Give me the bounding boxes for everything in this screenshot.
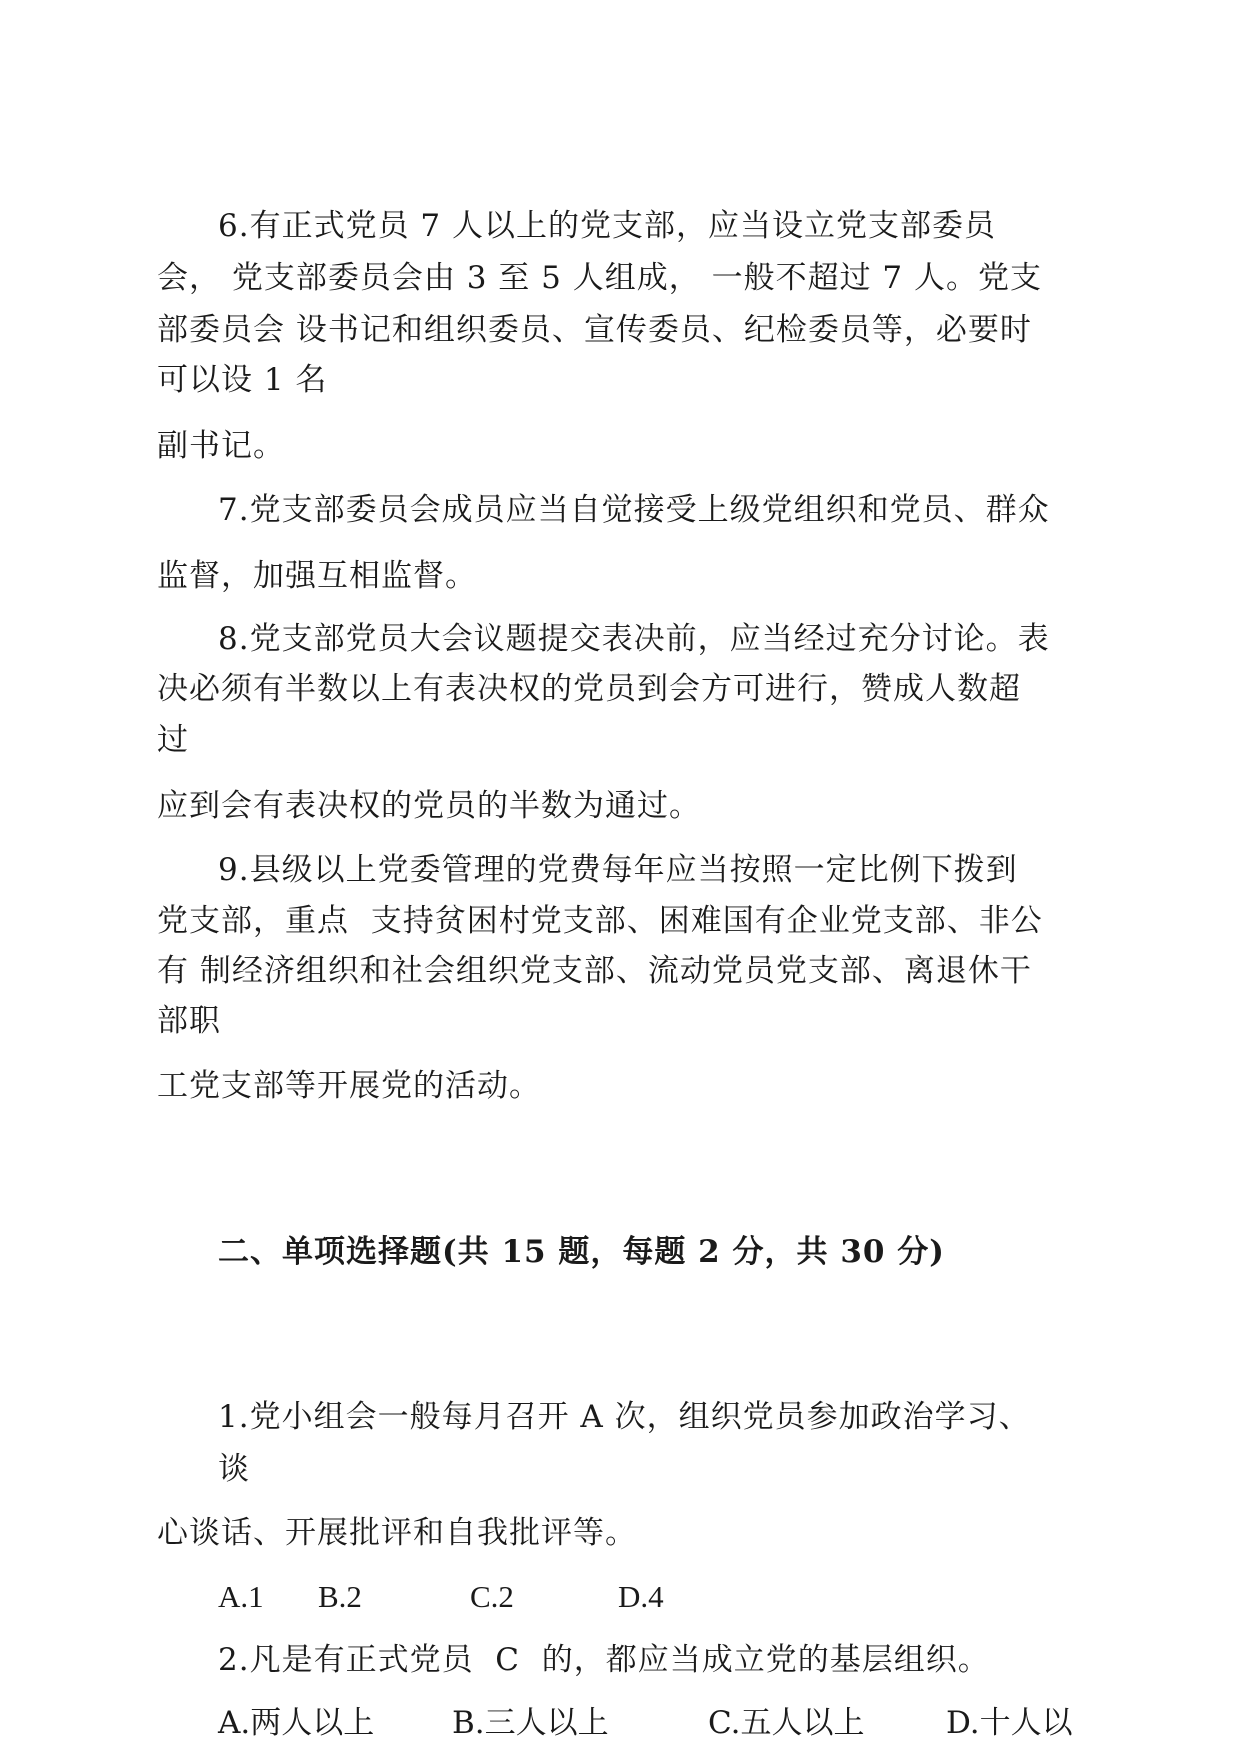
paragraph-6-line-3: 部委员会 设书记和组织委员、宣传委员、纪检委员等，必要时 [157,312,1032,348]
question-2-line-1: 2.凡是有正式党员 C 的，都应当成立党的基层组织。 [218,1642,990,1678]
paragraph-6-line-2: 会， 党支部委员会由 3 至 5 人组成， 一般不超过 7 人。党支 [157,260,1042,296]
paragraph-9-line-2: 党支部，重点 支持贫困村党支部、困难国有企业党支部、非公 [157,903,1043,939]
question-1-line-1: 1.党小组会一般每月召开 A 次，组织党员参加政治学习、 [218,1399,1031,1435]
question-2-option-b: B.三人以上 [452,1705,609,1741]
question-1-option-a: A.1 [218,1579,264,1614]
paragraph-8-line-3: 过 [157,722,189,758]
question-1-option-b: B.2 [318,1579,362,1614]
paragraph-9-line-4: 部职 [157,1003,221,1039]
paragraph-9-line-1: 9.县级以上党委管理的党费每年应当按照一定比例下拨到 [218,852,1018,888]
paragraph-7-line-2: 监督，加强互相监督。 [157,558,477,594]
question-1-line-2: 谈 [218,1451,250,1487]
paragraph-6-line-4: 可以设 1 名 [157,362,328,398]
paragraph-7-line-1: 7.党支部委员会成员应当自觉接受上级党组织和党员、群众 [218,492,1050,528]
section-2-heading: 二、单项选择题(共 15 题，每题 2 分，共 30 分) [218,1234,945,1270]
paragraph-6-line-1: 6.有正式党员 7 人以上的党支部，应当设立党支部委员 [218,208,997,244]
question-1-option-c: C.2 [470,1579,514,1614]
question-2-option-a: A.两人以上 [218,1705,375,1741]
question-1-option-d: D.4 [618,1579,664,1614]
question-2-option-d: D.十人以 [946,1705,1073,1741]
paragraph-9-line-5: 工党支部等开展党的活动。 [157,1068,541,1104]
paragraph-8-line-1: 8.党支部党员大会议题提交表决前，应当经过充分讨论。表 [218,621,1050,657]
paragraph-9-line-3: 有 制经济组织和社会组织党支部、流动党员党支部、离退休干 [157,953,1032,989]
question-1-line-3: 心谈话、开展批评和自我批评等。 [157,1515,637,1551]
paragraph-8-line-2: 决必须有半数以上有表决权的党员到会方可进行，赞成人数超 [157,671,1021,707]
paragraph-8-line-4: 应到会有表决权的党员的半数为通过。 [157,788,701,824]
paragraph-6-line-5: 副书记。 [157,428,285,464]
question-2-option-c: C.五人以上 [708,1705,865,1741]
